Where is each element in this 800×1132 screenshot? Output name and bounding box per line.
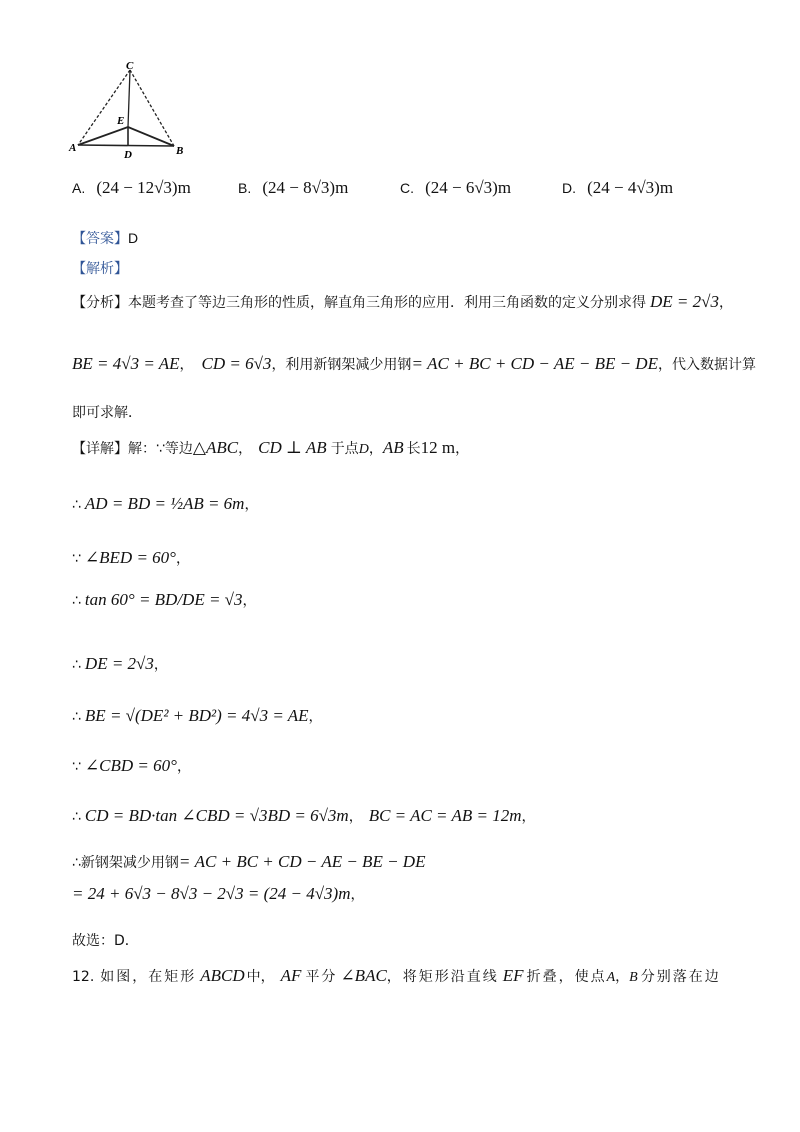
answer-line (72, 228, 138, 248)
fenxi-tag: 【分析】 (72, 295, 128, 311)
q12-text-6: 分别落在边 (640, 969, 721, 985)
xiangjie-text-3: 长 (406, 441, 421, 457)
option-a (72, 178, 191, 198)
step-5-suffix: ， (308, 709, 323, 725)
xiangjie-comma-1: ， (238, 441, 253, 457)
step-2-suffix: ， (175, 551, 190, 567)
step-3 (72, 590, 257, 610)
step-5-prefix: ∴ (72, 709, 81, 725)
option-c-value: (24 − 6√3)m (425, 178, 512, 197)
step-5-math: BE = √(DE² + BD²) = 4√3 = AE (84, 706, 309, 725)
step-1-math: AD = BD = ½AB = 6m (84, 494, 245, 513)
final-prefix: ∴新钢架减少用钢 (72, 855, 179, 871)
option-d-key: D. (562, 180, 576, 196)
final-line-2 (72, 884, 365, 904)
xiangjie-math-triangle: △ABC (192, 438, 239, 457)
fenxi-math-de: DE = 2√3 (650, 292, 719, 311)
step-2 (72, 548, 190, 568)
figure-line-ab (78, 145, 174, 146)
fenxi-text-1: 本题考查了等边三角形的性质，解直角三角形的应用．利用三角函数的定义分别求得 (128, 295, 646, 311)
step-7 (72, 806, 535, 826)
step-6 (72, 756, 191, 776)
xiangjie-comma-2: ， (368, 441, 383, 457)
final-math-1: = AC + BC + CD − AE − BE − DE (178, 852, 426, 871)
fenxi-text-4: 即可求解． (72, 405, 142, 421)
option-a-value: (24 − 12√3)m (96, 178, 191, 197)
step-7-extra: BC = AC = AB = 12m (368, 806, 522, 825)
step-4-prefix: ∴ (72, 657, 81, 673)
xiangjie-math-length: 12 m (420, 438, 456, 457)
q12-math-angle: ∠BAC (340, 966, 387, 985)
q12-text-2: 中， (246, 969, 275, 985)
xiangjie-text-2: 于点 (330, 441, 359, 457)
fenxi-math-be: BE = 4√3 = AE (72, 354, 180, 373)
xiangjie-math-perp: CD ⊥ AB (258, 438, 327, 457)
fenxi-comma-1: ， (718, 295, 733, 311)
fenxi-comma-2: ， (179, 357, 194, 373)
triangle-figure (66, 58, 196, 164)
final-suffix: ， (350, 887, 365, 903)
final-math-2: = 24 + 6√3 − 8√3 − 2√3 = (24 − 4√3)m (72, 884, 351, 903)
xiangjie-comma-3: ， (455, 441, 470, 457)
q12-point-b: B (629, 970, 638, 985)
fenxi-text-3: ，代入数据计算 (657, 357, 756, 373)
fenxi-line-2 (72, 354, 756, 374)
option-c (400, 178, 511, 198)
step-1 (72, 494, 258, 514)
step-6-prefix: ∵ (72, 759, 81, 775)
q12-math-abcd: ABCD (200, 966, 245, 985)
answer-tag: 【答案】 (72, 231, 128, 247)
q12-number: 12. (72, 969, 95, 985)
answer-value: D (128, 230, 139, 246)
step-4-suffix: ， (153, 657, 168, 673)
conclusion-text: 故选：D． (72, 933, 139, 949)
fenxi-line-1 (72, 292, 733, 312)
q12-text-1: 如图，在矩形 (100, 969, 197, 985)
fenxi-math-steel: = AC + BC + CD − AE − BE − DE (411, 354, 658, 373)
figure-line-ae (78, 127, 128, 145)
option-a-key: A. (72, 180, 86, 196)
figure-line-ac (78, 70, 130, 145)
figure-line-bc (130, 70, 174, 146)
q12-separator: ， (615, 969, 630, 985)
figure-label-b: B (176, 145, 184, 157)
option-b (238, 178, 348, 198)
option-b-key: B. (238, 180, 252, 196)
step-5 (72, 706, 323, 726)
step-7-suffix: ， (348, 809, 363, 825)
xiangjie-math-ab: AB (382, 438, 404, 457)
option-c-key: C. (400, 180, 414, 196)
xiangjie-point-d: D (358, 442, 369, 457)
step-7-prefix: ∴ (72, 809, 81, 825)
figure-label-c: C (126, 60, 134, 72)
xiangjie-text-1: 解：∵等边 (128, 441, 193, 457)
step-6-suffix: ， (176, 759, 191, 775)
figure-label-a: A (69, 142, 77, 154)
step-1-prefix: ∴ (72, 497, 81, 513)
step-3-math: tan 60° = BD/DE = √3 (84, 590, 243, 609)
q12-text-3: 平分 (305, 969, 338, 985)
step-2-prefix: ∵ (72, 551, 81, 567)
conclusion-line (72, 930, 139, 950)
q12-math-ef: EF (502, 966, 524, 985)
fenxi-math-cd: CD = 6√3 (201, 354, 272, 373)
analysis-tag: 【解析】 (72, 261, 128, 277)
figure-label-d: D (124, 149, 132, 161)
q12-text-5: 折叠，使点 (526, 969, 607, 985)
step-4-math: DE = 2√3 (84, 654, 154, 673)
step-4 (72, 654, 168, 674)
step-3-suffix: ， (242, 593, 257, 609)
step-1-suffix: ， (244, 497, 259, 513)
fenxi-text-2: ，利用新钢架减少用钢 (271, 357, 412, 373)
q12-point-a: A (606, 970, 616, 985)
step-3-prefix: ∴ (72, 593, 81, 609)
xiangjie-tag: 【详解】 (72, 441, 128, 457)
step-7-extra-suffix: ， (521, 809, 536, 825)
analysis-tag-line (72, 258, 128, 278)
fenxi-line-3 (72, 402, 142, 422)
final-line-1 (72, 852, 425, 872)
q12-text-4: ，将矩形沿直线 (386, 969, 499, 985)
figure-line-be (128, 127, 174, 146)
question-12 (72, 966, 721, 986)
option-b-value: (24 − 8√3)m (262, 178, 349, 197)
q12-math-af: AF (280, 966, 302, 985)
option-d-value: (24 − 4√3)m (587, 178, 674, 197)
step-7-math: CD = BD·tan ∠CBD = √3BD = 6√3m (84, 806, 349, 825)
option-d (562, 178, 673, 198)
xiangjie-line (72, 438, 469, 458)
figure-line-cd (128, 70, 130, 127)
step-6-math: ∠CBD = 60° (84, 756, 177, 775)
step-2-math: ∠BED = 60° (84, 548, 176, 567)
figure-label-e: E (117, 115, 125, 127)
